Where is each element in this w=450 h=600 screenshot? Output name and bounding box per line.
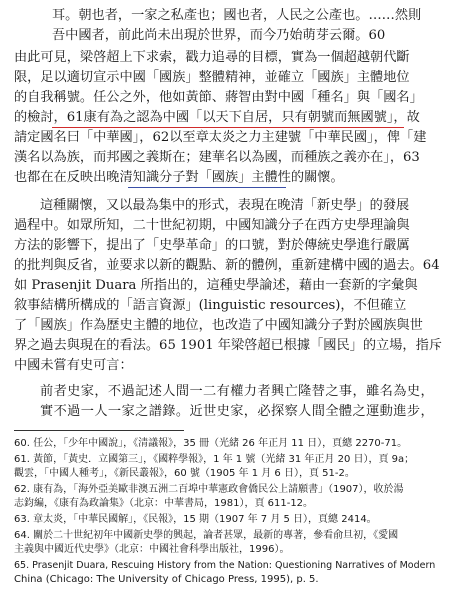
footnote-62: 62. 康有為，「海外亞美歐非澳五洲二百埠中華憲政會僑民公上請願書」（1907），收於湯 [14,484,404,495]
underline-mark [52,127,404,128]
paragraph-line: 請定國名曰「中華國」，62以至章太炎之力主建號「中華民國」，俾「建 [14,130,427,145]
footnote-61: 61. 黃節，「黃史．立國第三」，《國粹學報》，1 年 1 號（光緒 31 年正月 20 日），頁 9a； [14,454,415,465]
underline-mark [128,187,286,188]
paragraph-line: 漢名以為族，而邦國之義斯在；建華名以為國，而種族之義亦在」，63 [14,150,420,165]
paragraph-line: 敘事結構所構成的「語言資源」(linguistic resources)，不但確立 [14,298,407,313]
paragraph-line: 也都在在反映出晚清知識分子對「國族」主體性的關懷。 [14,170,344,185]
quote-continuation-line-1: 耳。朝也者，一家之私產也；國也者，人民之公產也。……然則 [52,8,422,23]
footnote-60: 60. 任公，「少年中國說」，《清議報》，35 冊（光緒 26 年正月 11 日），頁總 2270-71。 [14,438,408,449]
paragraph-line: 限，足以適切宣示中國「國族」整體精神，並確立「國族」主體地位 [14,70,410,85]
paragraph-line: 了「國族」作為歷史主體的地位，也改造了中國知識分子對於國族與世 [14,318,423,333]
paragraph-line: 的自我稱號。任公之外，他如黃節、蔣智由對中國「種名」與「國名」 [14,90,423,105]
paragraph-line: 界之過去與現在的看法。65 1901 年梁啓超已根據「國民」的立場，指斥 [14,338,442,353]
paragraph-line: 如 Prasenjit Duara 所指出的，這種史學論述，藉由一套新的字彙與 [14,278,418,293]
footnote-rule [14,430,184,431]
footnote-64-cont: 主義與中國近代史學》（北京：中國社會科學出版社，1996）。 [14,544,290,555]
block-quote-line: 實不過一人一家之譜錄。近世史家，必探察人間全體之運動進步， [40,404,435,419]
paragraph-line: 中國未嘗有史可言： [14,358,133,373]
paragraph-line: 這種關懷，又以最為集中的形式，表現在晚清「新史學」的發展 [40,198,410,213]
paragraph-line: 由此可見，梁啓超上下求索，戳力追尋的目標，實為一個超越朝代斷 [14,50,410,65]
paragraph-line: 的批判與反省，並要求以新的觀點、新的體例，重新建構中國的過去。64 [14,258,440,273]
paragraph-line: 方法的影響下，提出了「史學革命」的口號，對於傳統史學進行嚴厲 [14,238,410,253]
paragraph-line: 過程中。如眾所知，二十世紀初期，中國知識分子在西方史學理論與 [14,218,410,233]
footnote-62-cont: 志鈞編，《康有為政論集》（北京：中華書局，1981），頁 611-12。 [14,498,314,509]
paragraph-line: 的檢討，61康有為之認為中國「以天下自居，只有朝號而無國號」，故 [14,110,420,125]
footnote-61-cont: 觀雲，「中國人種考」，《新民叢報》，60 號（1905 年 1 月 6 日），頁 51-2。 [14,468,355,479]
footnote-63: 63. 章太炎，「中華民國解」，《民報》，15 期（1907 年 7 月 5 日），頁總 2414。 [14,514,377,525]
footnote-64: 64. 關於二十世紀初年中國新史學的興起，論者甚眾，最新的專著，參看俞旦初，《愛國 [14,530,399,541]
block-quote-line: 前者史家，不過記述人間一二有權力者興亡隆替之事，雖名為史， [40,384,435,399]
quote-continuation-line-2: 吾中國者，前此尚未出現於世界，而今乃始萌芽云爾。60 [52,28,386,43]
footnote-65: 65. Prasenjit Duara, Rescuing History from the Nation: Questioning Narratives of Modern [14,560,436,571]
footnote-65-cont: China (Chicago: The University of Chicago Press, 1995), p. 5. [14,574,319,585]
